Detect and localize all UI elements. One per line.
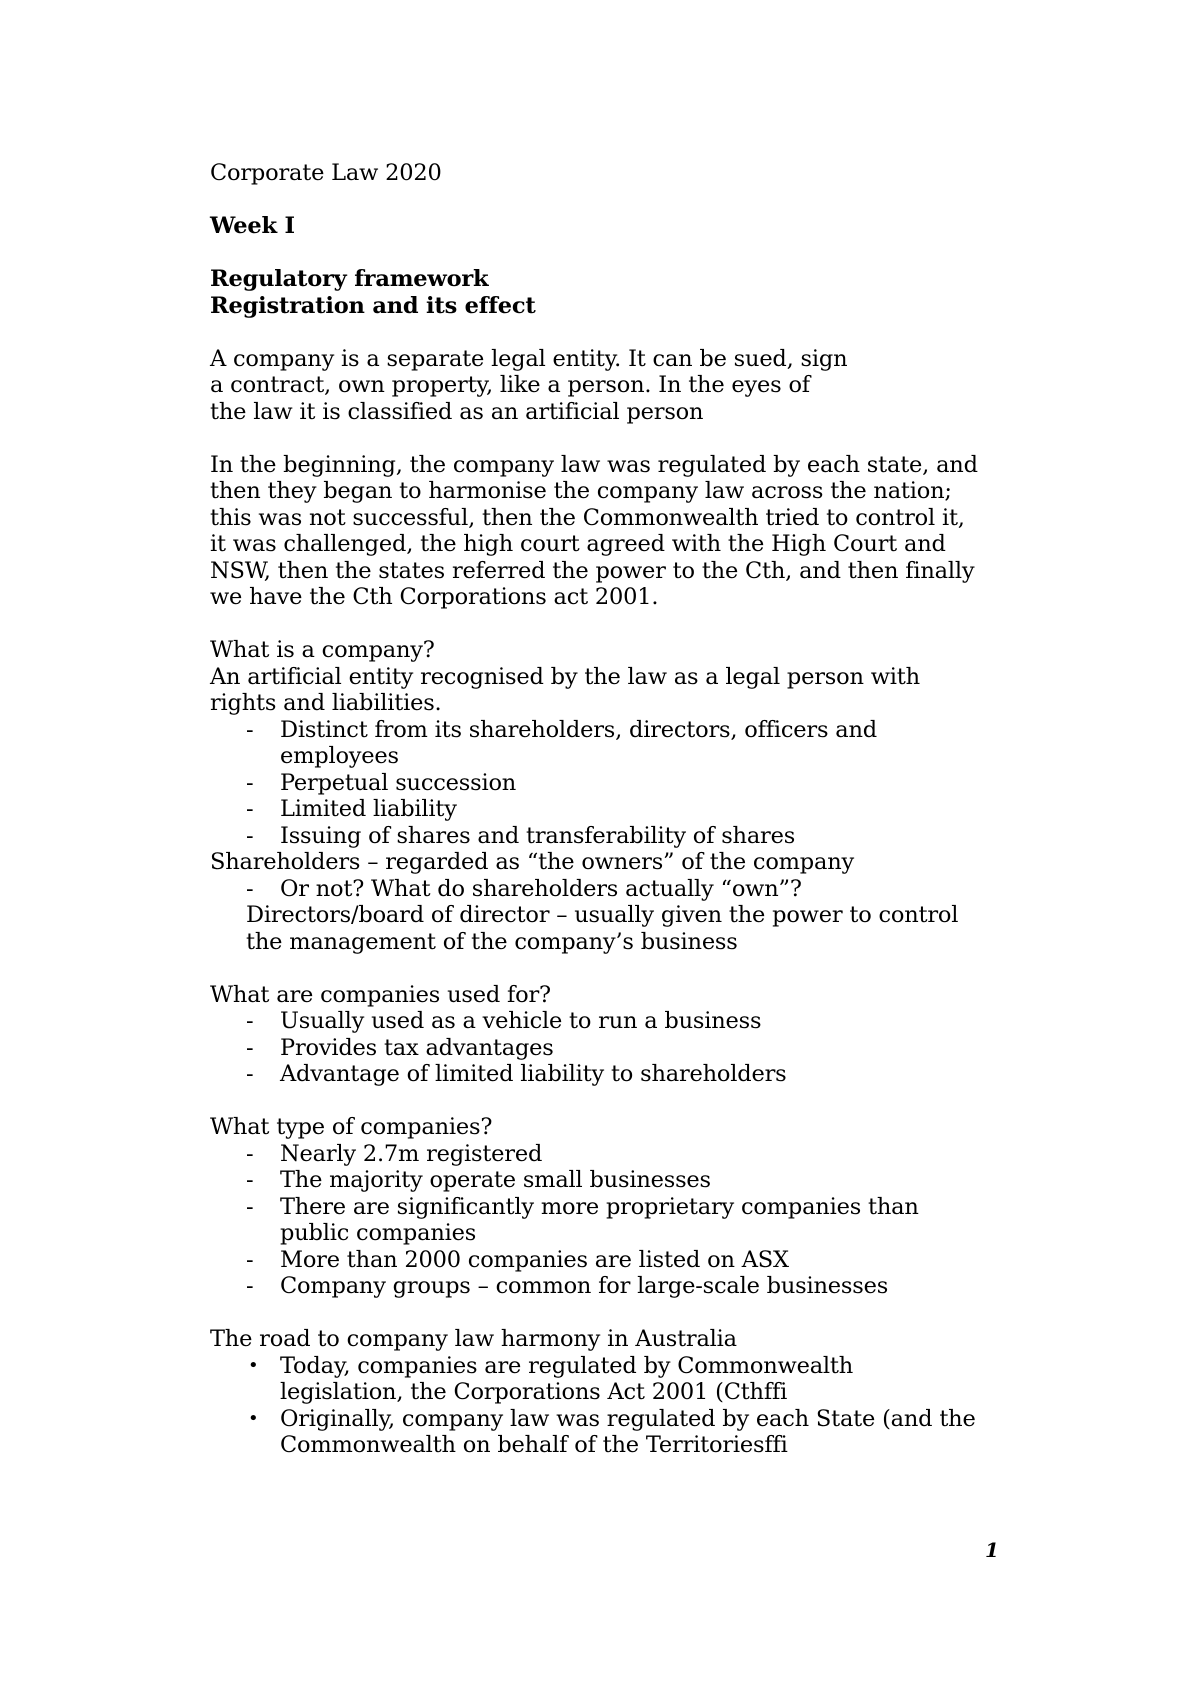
question-what-is-company: What is a company? xyxy=(210,637,435,663)
page-number: 1 xyxy=(985,1538,999,1562)
list-item: - Perpetual succession xyxy=(246,769,517,796)
companies-used-for-list xyxy=(210,1008,1010,1088)
road-to-harmony-list xyxy=(210,1353,1010,1459)
list-item: - The majority operate small businesses xyxy=(246,1167,711,1193)
section-heading-regulatory: Regulatory framework xyxy=(210,266,489,292)
answer-what-is-company: An artificial entity recognised by the law as a legal person with rights and liabilities. xyxy=(210,663,920,716)
list-item: - Usually used as a vehicle to run a business xyxy=(246,1008,762,1034)
list-item: - Provides tax advantages xyxy=(246,1034,554,1061)
document-body xyxy=(210,160,1010,1459)
section-heading-registration: Registration and its effect xyxy=(210,292,536,319)
list-item: - There are significantly more proprietary companies than public companies xyxy=(246,1193,919,1246)
company-features-list xyxy=(210,717,1010,850)
list-item: - Issuing of shares and transferability of shares xyxy=(246,822,796,849)
list-item: - Limited liability xyxy=(246,796,457,822)
list-item: • Originally, company law was regulated by each State (and the Commonwealth on behalf of the Territoriesffi xyxy=(248,1405,976,1458)
list-item: • Today, companies are regulated by Commonwealth legislation, the Corporations Act 2001 (Cthffi xyxy=(248,1352,854,1405)
shareholders-line: Shareholders – regarded as “the owners” of the company xyxy=(210,849,855,875)
list-item: - Nearly 2.7m registered xyxy=(246,1140,543,1167)
directors-line: Directors/board of director – usually given the power to control the management of the company’s business xyxy=(246,902,959,955)
question-companies-used-for: What are companies used for? xyxy=(210,981,551,1008)
shareholders-list xyxy=(210,876,1010,903)
paragraph-separate-entity: A company is a separate legal entity. It can be sued, sign a contract, own property, like a person. In the eyes of the law it is classified as an artificial person xyxy=(210,345,848,425)
list-item: - More than 2000 companies are listed on ASX xyxy=(246,1246,789,1273)
list-item: - Advantage of limited liability to shareholders xyxy=(246,1061,787,1087)
types-of-companies-list xyxy=(210,1141,1010,1300)
document-title: Corporate Law 2020 xyxy=(210,160,442,186)
paragraph-history: In the beginning, the company law was regulated by each state, and then they began to harmonise the company law across the nation; this was not successful, then the Commonwealth tried to control it, it was challenged, the high court agreed with the High Court and NSW, then the states referred the power to the Cth, and then finally we have the Cth Corporations act 2001. xyxy=(210,451,978,610)
list-item: - Or not? What do shareholders actually “own”? xyxy=(246,875,802,902)
heading-road-to-harmony: The road to company law harmony in Australia xyxy=(210,1326,737,1352)
list-item: - Distinct from its shareholders, directors, officers and employees xyxy=(246,716,877,769)
week-heading: Week I xyxy=(210,213,295,239)
list-item: - Company groups – common for large-scale businesses xyxy=(246,1273,889,1299)
question-types-of-companies: What type of companies? xyxy=(210,1114,493,1140)
